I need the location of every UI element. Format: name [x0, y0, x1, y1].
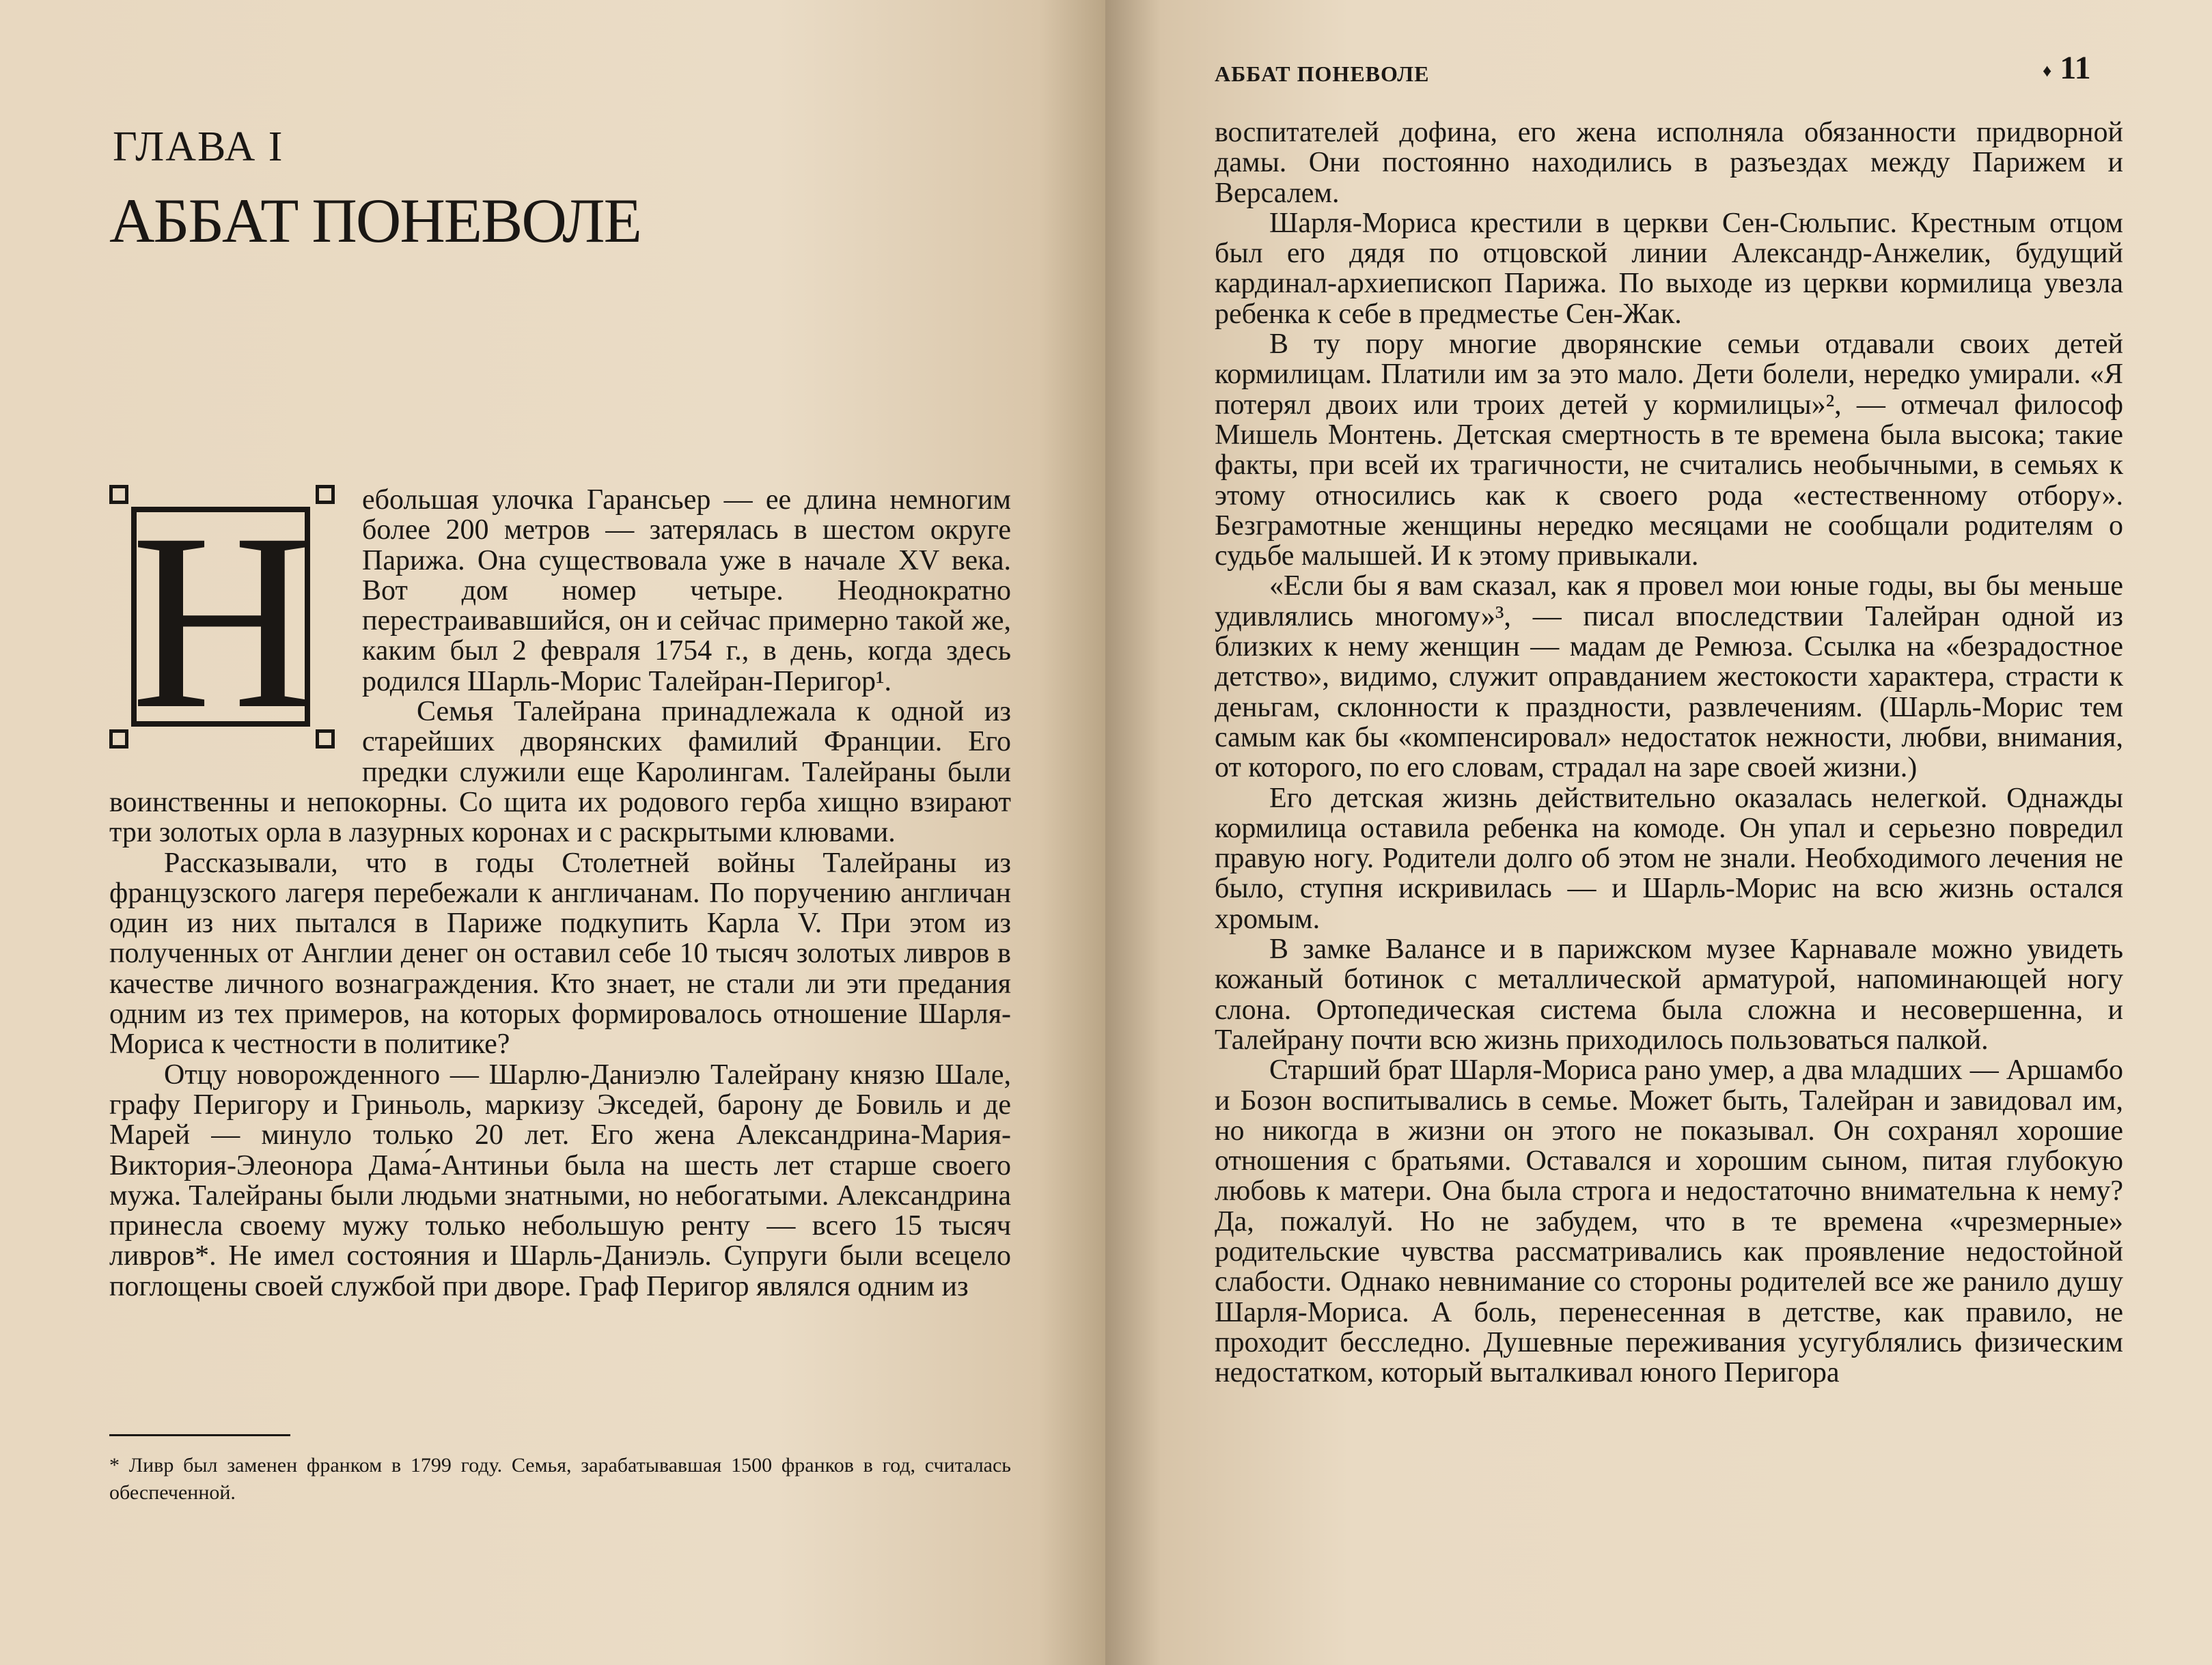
footnote-divider	[109, 1434, 290, 1436]
paragraph: Шарля-Мориса крестили в церкви Сен-Сюльпис. Крестным отцом был его дядя по отцовской линии Александр-Анжелик, будущий кардинал-архиепископ Парижа. По выходе из церкви кормилица увезла ребенка к себе в предместье Сен-Жак.	[1215, 207, 2123, 330]
chapter-label: ГЛАВА I	[113, 124, 284, 170]
paragraph: Семья Талейрана принадлежала к одной из старейших дворянских фамилий Франции. Его предки служили еще Каролингам. Талейраны были воинственны и непокорны. Со щита их родового герба хищно взирают три золотых орла в лазурных коронах и с раскрытыми клювами.	[109, 696, 1011, 849]
chapter-title: АББАТ ПОНЕВОЛЕ	[109, 186, 641, 255]
paragraph: воспитателей дофина, его жена исполняла обязанности придворной дамы. Они постоянно находились в разъездах между Парижем и Версалем.	[1215, 117, 2123, 209]
paragraph: «Если бы я вам сказал, как я провел мои юные годы, вы бы меньше удивлялись многому»³, — писал впоследствии Талейран одной из близких к нему женщин — мадам де Ремюза. Ссылка на «безрадостное детство», видимо, служит оправданием жестокости характера, страсти к деньгам, склонности к праздности, развлечениям. (Шарль-Морис тем самым как бы «компенсировал» недостаток нежности, любви, внимания, от которого, по его словам, страдал на заре своей жизни.)	[1215, 570, 2123, 784]
running-head: АББАТ ПОНЕВОЛЕ	[1215, 61, 1430, 86]
footnote: * Ливр был заменен франком в 1799 году. Семья, зарабатывавшая 1500 франков в год, считалась обеспеченной.	[109, 1454, 1011, 1504]
paragraph: В ту пору многие дворянские семьи отдавали своих детей кормилицам. Платили им за это мало. Дети болели, нередко умирали. «Я потерял двоих или троих детей у кормилицы»², — отмечал философ Мишель Монтень. Детская смертность в те времена была высока; такие факты, при всей их трагичности, не считались необычными, в семьях к этому относились как к своего рода «естественному отбору». Безграмотные женщины нередко месяцами не сообщали родителям о судьбе малышей. И к этому привыкали.	[1215, 328, 2123, 572]
left-body-text	[109, 481, 1011, 1302]
right-body-text	[1215, 117, 2123, 1388]
paragraph: Старший брат Шарля-Мориса рано умер, а два младших — Аршамбо и Бозон воспитывались в семье. Может быть, Талейран и завидовал им, но никогда в жизни он этого не показывал. Он сохранял хорошие отношения с братьями. Оставался и хорошим сыном, питая глубокую любовь к матери. Она была строга и недостаточно внимательна к нему? Да, пожалуй. Но не забудем, что в те времена «чрезмерные» родительские чувства рассматривались как проявление недостойной слабости. Однако невнимание со стороны родителей все же ранило душу Шарля-Мориса. А боль, перенесенная в детстве, как правило, не проходит бесследно. Душевные переживания усугублялись физическим недостатком, который выталкивал юного Перигора	[1215, 1054, 2123, 1389]
page-number: 11	[2060, 50, 2091, 86]
paragraph: Отцу новорожденного — Шарлю-Даниэлю Талейрану князю Шале, графу Перигору и Гриньоль, маркизу Экседей, барону де Бовиль и де Марей — минуло только 20 лет. Его жена Александрина-Мария-Виктория-Элеонора Дама́-Антиньи была на шесть лет старше своего мужа. Талейраны были людьми знатными, но небогатыми. Александрина принесла своему мужу только небольшую ренту — всего 15 тысяч ливров*. Не имел состояния и Шарль-Даниэль. Супруги были всецело поглощены своей службой при дворе. Граф Перигор являлся одним из	[109, 1059, 1011, 1302]
drop-cap-ornament	[109, 481, 335, 761]
paragraph: Рассказывали, что в годы Столетней войны Талейраны из французского лагеря перебежали к англичанам. По поручению англичан один из них пытался в Париже подкупить Карла V. При этом из полученных от Англии денег он оставил себе 10 тысяч золотых ливров в качестве личного вознаграждения. Кто знает, не стали ли эти предания одним из тех примеров, на которых формировалось отношение Шарля-Мориса к честности в политике?	[109, 847, 1011, 1061]
drop-cap-letter: Н	[130, 481, 314, 761]
diamond-icon: ♦	[2043, 60, 2052, 81]
left-page	[0, 0, 1105, 1665]
page-number-area	[2043, 49, 2091, 87]
paragraph: ебольшая улочка Гарансьер — ее длина немногим более 200 метров — затерялась в шестом округе Парижа. Она существовала уже в начале XV века. Вот дом номер четыре. Неоднократно перестраивавшийся, он и сейчас примерно такой же, каким был 2 февраля 1754 г., в день, когда здесь родился Шарль-Морис Талейран-Перигор¹.	[362, 484, 1011, 697]
paragraph: Его детская жизнь действительно оказалась нелегкой. Однажды кормилица оставила ребенка на комоде. Он упал и серьезно повредил правую ногу. Родители долго об этом не знали. Необходимого лечения не было, ступня искривилась — и Шарль-Морис на всю жизнь остался хромым.	[1215, 782, 2123, 935]
paragraph: В замке Валансе и в парижском музее Карнавале можно увидеть кожаный ботинок с металлической арматурой, напоминающей ногу слона. Ортопедическая система была сложна и несовершенна, и Талейрану почти всю жизнь приходилось пользоваться палкой.	[1215, 934, 2123, 1056]
